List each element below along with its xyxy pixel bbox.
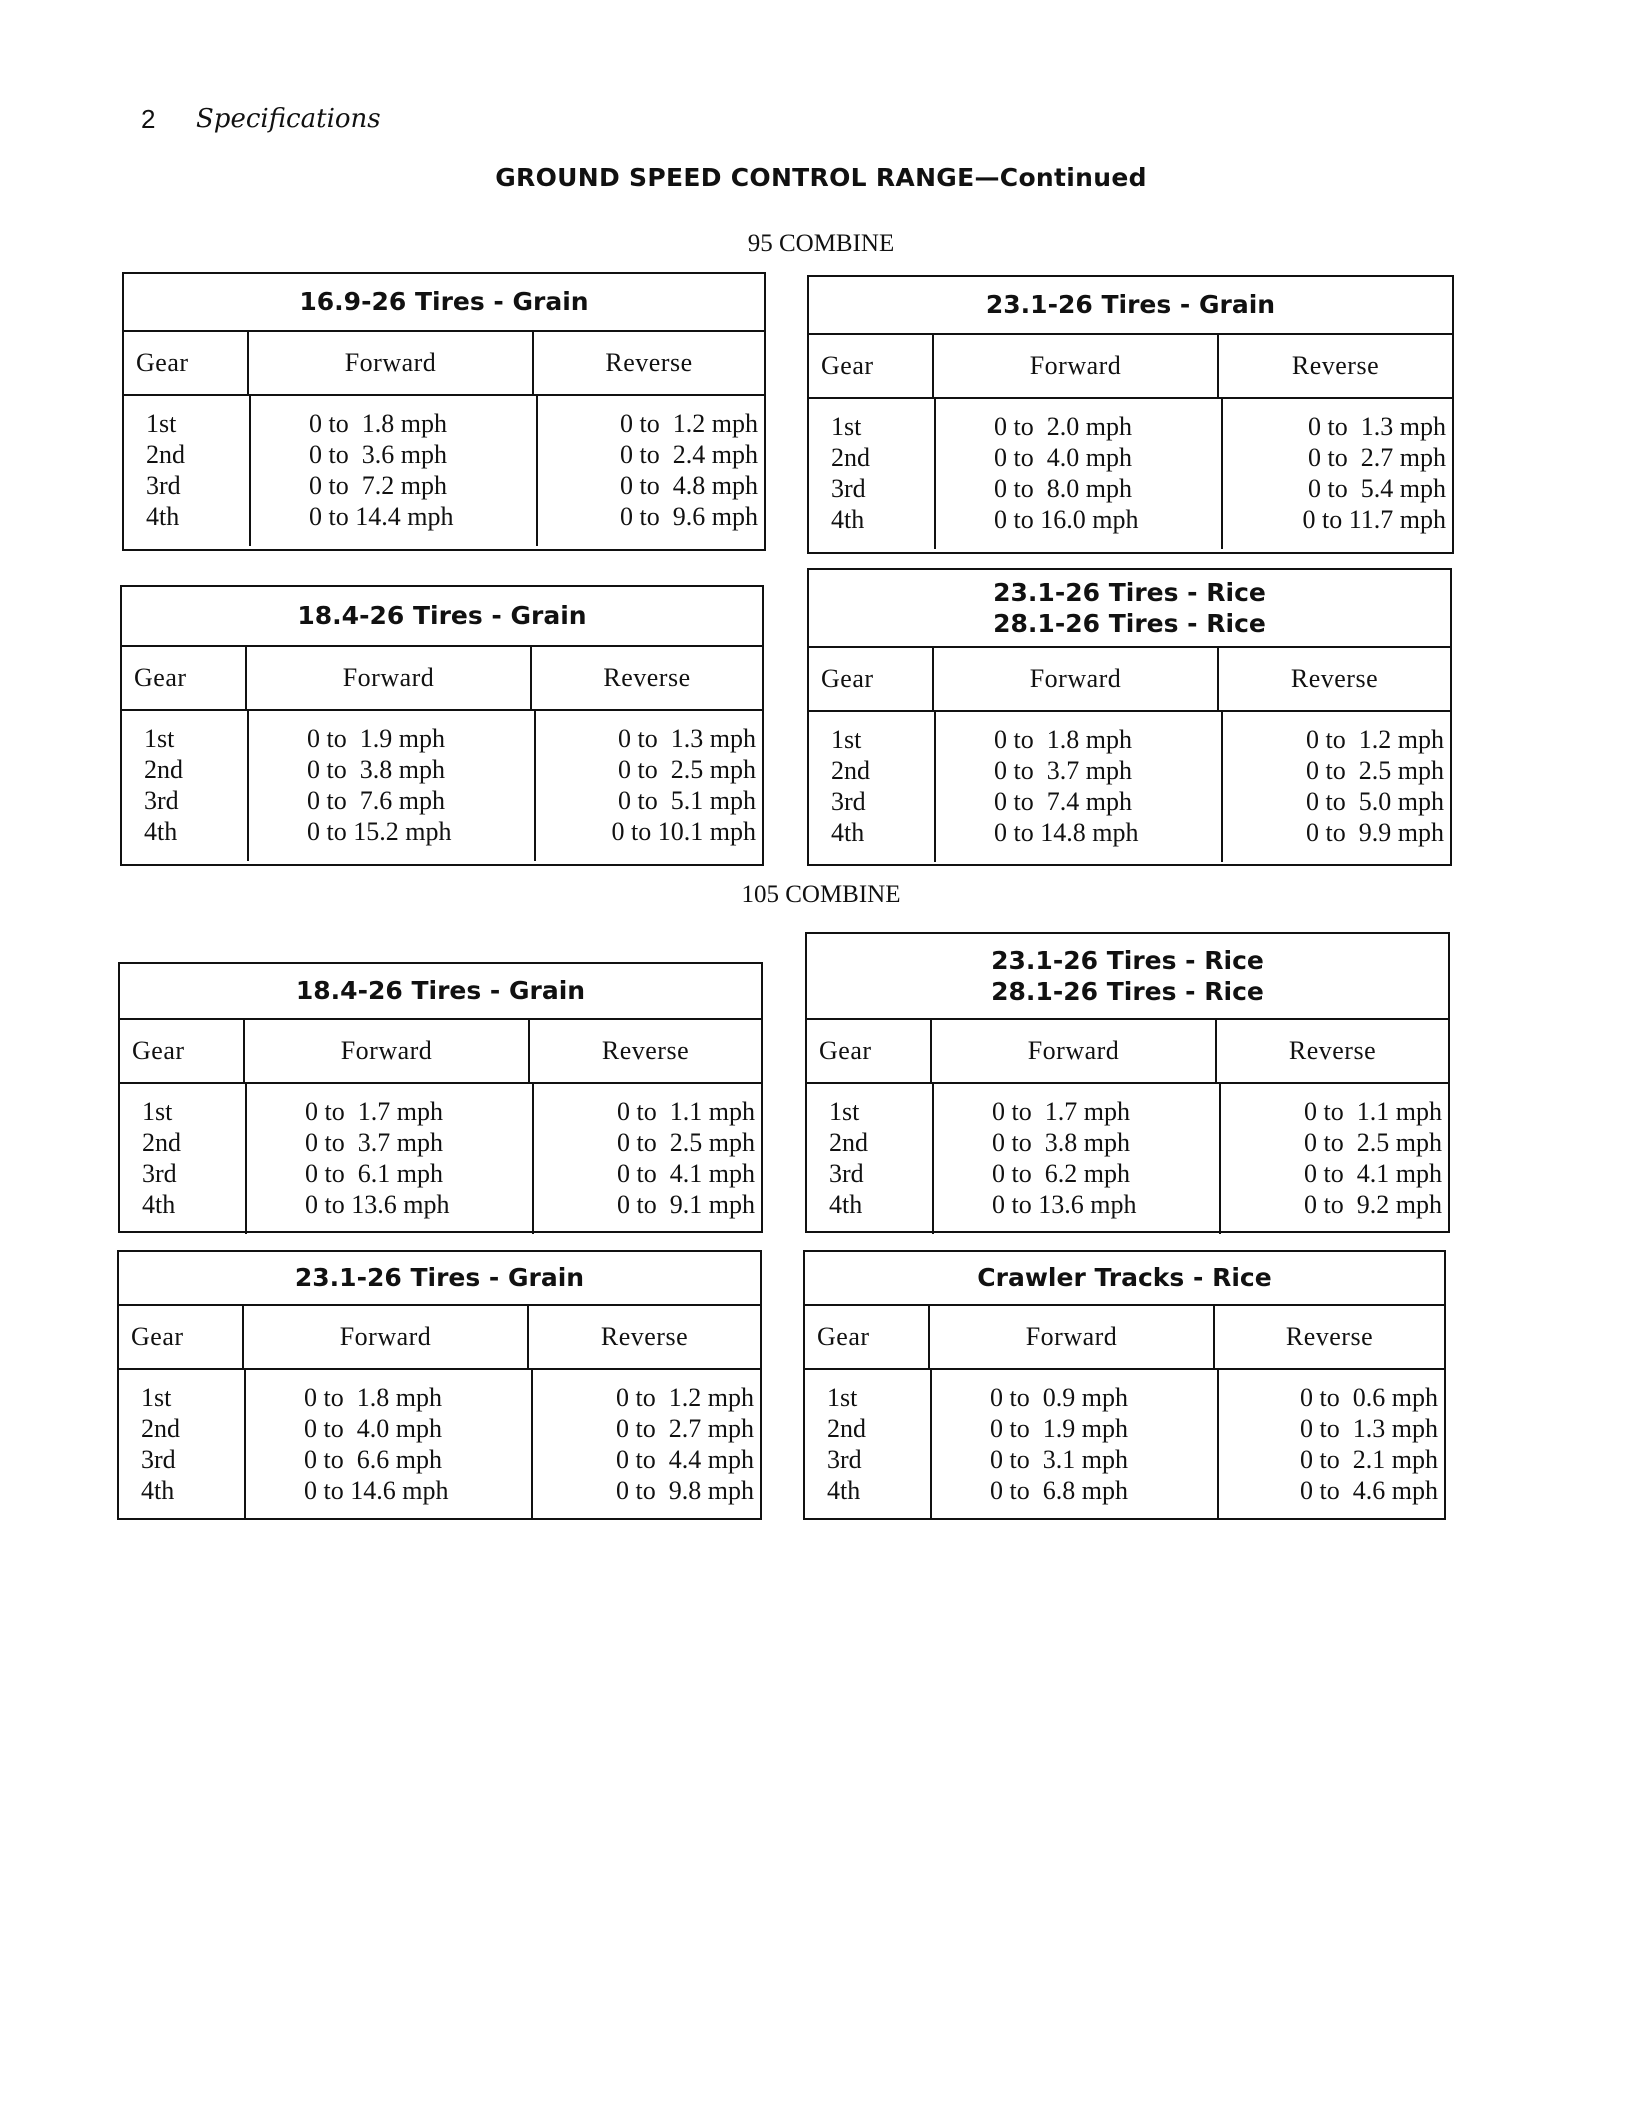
table-heading: [809, 277, 1452, 335]
spec-table: [118, 962, 763, 1233]
gear-column-header: Gear: [807, 1020, 932, 1082]
reverse-column: [534, 1084, 761, 1234]
forward-cell: 0 to 6.8 mph: [990, 1476, 1128, 1505]
forward-column: [246, 1370, 533, 1520]
gear-cell: 1st: [827, 1383, 858, 1412]
table-body: [805, 1370, 1444, 1520]
forward-cell: 0 to 2.0 mph: [994, 412, 1132, 441]
gear-cell: 3rd: [827, 1445, 862, 1474]
forward-cell: 0 to 3.8 mph: [307, 755, 445, 784]
reverse-cell: 0 to 5.1 mph: [618, 786, 756, 815]
table-body: [120, 1084, 761, 1234]
gear-cell: 2nd: [146, 440, 185, 469]
section-label-105-combine: 105 COMBINE: [741, 881, 901, 908]
forward-cell: 0 to 16.0 mph: [994, 505, 1139, 534]
reverse-column-header: Reverse: [601, 1036, 690, 1065]
reverse-cell: 0 to 1.3 mph: [1308, 412, 1446, 441]
spec-table: [117, 1250, 762, 1520]
gear-cell: 2nd: [142, 1128, 181, 1157]
reverse-column-header: Reverse: [605, 348, 693, 377]
table-heading-line: 18.4-26 Tires - Grain: [297, 601, 587, 631]
forward-column-header: Forward: [934, 648, 1219, 710]
forward-cell: 0 to 6.1 mph: [305, 1159, 443, 1188]
column-header-row: [119, 1306, 760, 1370]
reverse-cell: 0 to 11.7 mph: [1302, 505, 1446, 534]
reverse-cell: 0 to 9.8 mph: [616, 1476, 754, 1505]
reverse-cell: 0 to 9.9 mph: [1306, 818, 1444, 847]
gear-cell: 4th: [141, 1476, 175, 1505]
gear-column: [809, 712, 936, 862]
reverse-cell: 0 to 4.8 mph: [620, 471, 758, 500]
reverse-cell: 0 to 2.7 mph: [1308, 443, 1446, 472]
table-heading-line: 23.1-26 Tires - Rice: [993, 577, 1266, 607]
table-heading-line: 18.4-26 Tires - Grain: [295, 976, 586, 1006]
gear-column: [805, 1370, 932, 1520]
forward-cell: 0 to 15.2 mph: [307, 817, 452, 846]
forward-column-header: Forward: [244, 1306, 529, 1368]
table-heading: [807, 934, 1448, 1020]
reverse-cell: 0 to 4.6 mph: [1300, 1476, 1438, 1505]
table-heading: [122, 587, 762, 647]
table-heading-line: 23.1-26 Tires - Rice: [991, 945, 1264, 975]
forward-column: [934, 1084, 1221, 1234]
reverse-cell: 0 to 4.4 mph: [616, 1445, 754, 1474]
gear-column-header: Gear: [809, 648, 934, 710]
table-heading-line: 23.1-26 Tires - Grain: [985, 290, 1276, 320]
forward-column: [251, 396, 538, 546]
forward-column: [936, 399, 1223, 549]
gear-cell: 2nd: [829, 1128, 868, 1157]
forward-cell: 0 to 1.8 mph: [994, 725, 1132, 754]
forward-cell: 0 to 7.4 mph: [994, 787, 1132, 816]
forward-column-header: Forward: [249, 332, 534, 394]
gear-cell: 4th: [827, 1476, 861, 1505]
reverse-cell: 0 to 9.6 mph: [620, 502, 758, 531]
reverse-cell: 0 to 2.5 mph: [618, 755, 756, 784]
gear-cell: 1st: [144, 724, 175, 753]
gear-cell: 4th: [146, 502, 180, 531]
gear-cell: 2nd: [827, 1414, 866, 1443]
gear-cell: 3rd: [142, 1159, 177, 1188]
reverse-column-header: Reverse: [603, 663, 691, 692]
gear-column: [119, 1370, 246, 1520]
forward-cell: 0 to 0.9 mph: [990, 1383, 1128, 1412]
spec-table: [803, 1250, 1446, 1520]
gear-cell: 1st: [146, 409, 177, 438]
forward-cell: 0 to 3.7 mph: [994, 756, 1132, 785]
column-header-row: [124, 332, 764, 396]
forward-cell: 0 to 13.6 mph: [305, 1190, 450, 1219]
reverse-cell: 0 to 2.7 mph: [616, 1414, 754, 1443]
reverse-cell: 0 to 4.1 mph: [1304, 1159, 1442, 1188]
forward-column: [249, 711, 536, 861]
forward-cell: 0 to 1.7 mph: [305, 1097, 443, 1126]
gear-cell: 3rd: [829, 1159, 864, 1188]
table-body: [809, 712, 1450, 862]
gear-cell: 3rd: [831, 787, 866, 816]
gear-column-header: Gear: [805, 1306, 930, 1368]
reverse-cell: 0 to 1.1 mph: [1304, 1097, 1442, 1126]
forward-cell: 0 to 1.8 mph: [304, 1383, 442, 1412]
reverse-cell: 0 to 2.4 mph: [620, 440, 758, 469]
reverse-column-header: Reverse: [1291, 351, 1380, 380]
reverse-column: [1223, 712, 1450, 862]
gear-cell: 3rd: [831, 474, 866, 503]
gear-column: [809, 399, 936, 549]
forward-column: [936, 712, 1223, 862]
gear-column: [124, 396, 251, 546]
table-heading: [809, 570, 1450, 648]
reverse-cell: 0 to 2.1 mph: [1300, 1445, 1438, 1474]
forward-cell: 0 to 4.0 mph: [994, 443, 1132, 472]
column-header-row: [809, 648, 1450, 712]
reverse-cell: 0 to 2.5 mph: [1306, 756, 1444, 785]
gear-cell: 2nd: [831, 443, 870, 472]
forward-cell: 0 to 6.6 mph: [304, 1445, 442, 1474]
reverse-cell: 0 to 1.3 mph: [618, 724, 756, 753]
gear-cell: 1st: [829, 1097, 860, 1126]
table-heading-line: Crawler Tracks - Rice: [977, 1263, 1272, 1293]
forward-cell: 0 to 6.2 mph: [992, 1159, 1130, 1188]
table-heading: [124, 274, 764, 332]
reverse-column: [1219, 1370, 1444, 1520]
forward-cell: 0 to 1.9 mph: [990, 1414, 1128, 1443]
gear-cell: 4th: [142, 1190, 176, 1219]
spec-table: [805, 932, 1450, 1233]
table-heading: [119, 1252, 760, 1306]
running-title: Specifications: [196, 104, 381, 134]
forward-cell: 0 to 1.9 mph: [307, 724, 445, 753]
table-body: [124, 396, 764, 546]
forward-cell: 0 to 3.8 mph: [992, 1128, 1130, 1157]
forward-cell: 0 to 14.4 mph: [309, 502, 454, 531]
gear-cell: 4th: [144, 817, 178, 846]
gear-column: [807, 1084, 934, 1234]
forward-column: [247, 1084, 534, 1234]
gear-cell: 1st: [831, 725, 862, 754]
forward-cell: 0 to 8.0 mph: [994, 474, 1132, 503]
gear-column: [122, 711, 249, 861]
reverse-cell: 0 to 5.0 mph: [1306, 787, 1444, 816]
reverse-cell: 0 to 9.2 mph: [1304, 1190, 1442, 1219]
spec-table: [807, 568, 1452, 866]
table-heading-line: 28.1-26 Tires - Rice: [993, 609, 1266, 638]
gear-cell: 1st: [141, 1383, 172, 1412]
reverse-cell: 0 to 0.6 mph: [1300, 1383, 1438, 1412]
forward-column-header: Forward: [247, 647, 532, 709]
forward-cell: 0 to 3.6 mph: [309, 440, 447, 469]
reverse-cell: 0 to 1.1 mph: [617, 1097, 755, 1126]
gear-cell: 2nd: [141, 1414, 180, 1443]
forward-column-header: Forward: [245, 1020, 530, 1082]
gear-cell: 3rd: [146, 471, 181, 500]
reverse-cell: 0 to 1.3 mph: [1300, 1414, 1438, 1443]
forward-cell: 0 to 7.2 mph: [309, 471, 447, 500]
forward-cell: 0 to 4.0 mph: [304, 1414, 442, 1443]
table-heading: [120, 964, 761, 1020]
table-body: [807, 1084, 1448, 1234]
reverse-column: [538, 396, 764, 546]
table-body: [809, 399, 1452, 549]
gear-column-header: Gear: [124, 332, 249, 394]
page-title: GROUND SPEED CONTROL RANGE—Continued: [495, 163, 1147, 192]
column-header-row: [120, 1020, 761, 1084]
forward-cell: 0 to 7.6 mph: [307, 786, 445, 815]
table-body: [119, 1370, 760, 1520]
reverse-cell: 0 to 1.2 mph: [620, 409, 758, 438]
reverse-cell: 0 to 2.5 mph: [1304, 1128, 1442, 1157]
gear-column-header: Gear: [119, 1306, 244, 1368]
reverse-cell: 0 to 2.5 mph: [617, 1128, 755, 1157]
spec-table: [122, 272, 766, 551]
reverse-column-header: Reverse: [1288, 1036, 1377, 1065]
forward-cell: 0 to 1.7 mph: [992, 1097, 1130, 1126]
table-body: [122, 711, 762, 861]
forward-cell: 0 to 1.8 mph: [309, 409, 447, 438]
gear-cell: 3rd: [144, 786, 179, 815]
reverse-column-header: Reverse: [1290, 664, 1379, 693]
reverse-column-header: Reverse: [600, 1322, 689, 1351]
column-header-row: [809, 335, 1452, 399]
column-header-row: [122, 647, 762, 711]
forward-cell: 0 to 14.6 mph: [304, 1476, 449, 1505]
column-header-row: [807, 1020, 1448, 1084]
gear-cell: 1st: [142, 1097, 173, 1126]
reverse-column-header: Reverse: [1285, 1322, 1374, 1351]
forward-cell: 0 to 14.8 mph: [994, 818, 1139, 847]
forward-cell: 0 to 3.7 mph: [305, 1128, 443, 1157]
gear-column: [120, 1084, 247, 1234]
gear-column-header: Gear: [809, 335, 934, 397]
gear-cell: 2nd: [144, 755, 183, 784]
gear-cell: 4th: [829, 1190, 863, 1219]
reverse-column: [533, 1370, 760, 1520]
gear-cell: 4th: [831, 818, 865, 847]
gear-cell: 3rd: [141, 1445, 176, 1474]
forward-column-header: Forward: [932, 1020, 1217, 1082]
gear-cell: 1st: [831, 412, 862, 441]
section-label-95-combine: 95 COMBINE: [747, 230, 895, 257]
forward-column-header: Forward: [930, 1306, 1215, 1368]
forward-column-header: Forward: [934, 335, 1219, 397]
forward-column: [932, 1370, 1219, 1520]
gear-cell: 4th: [831, 505, 865, 534]
reverse-cell: 0 to 5.4 mph: [1308, 474, 1446, 503]
gear-column-header: Gear: [122, 647, 247, 709]
table-heading-line: 16.9-26 Tires - Grain: [299, 287, 589, 317]
reverse-cell: 0 to 10.1 mph: [611, 817, 756, 846]
page-number: 2: [141, 104, 156, 134]
gear-column-header: Gear: [120, 1020, 245, 1082]
reverse-column: [1223, 399, 1452, 549]
reverse-column: [536, 711, 762, 861]
table-heading: [805, 1252, 1444, 1306]
reverse-cell: 0 to 1.2 mph: [1306, 725, 1444, 754]
forward-cell: 0 to 3.1 mph: [990, 1445, 1128, 1474]
reverse-cell: 0 to 9.1 mph: [617, 1190, 755, 1219]
spec-table: [120, 585, 764, 866]
reverse-column: [1221, 1084, 1448, 1234]
reverse-cell: 0 to 1.2 mph: [616, 1383, 754, 1412]
reverse-cell: 0 to 4.1 mph: [617, 1159, 755, 1188]
gear-cell: 2nd: [831, 756, 870, 785]
table-heading-line: 28.1-26 Tires - Rice: [991, 977, 1264, 1006]
spec-table: [807, 275, 1454, 554]
forward-cell: 0 to 13.6 mph: [992, 1190, 1137, 1219]
table-heading-line: 23.1-26 Tires - Grain: [294, 1263, 585, 1293]
column-header-row: [805, 1306, 1444, 1370]
